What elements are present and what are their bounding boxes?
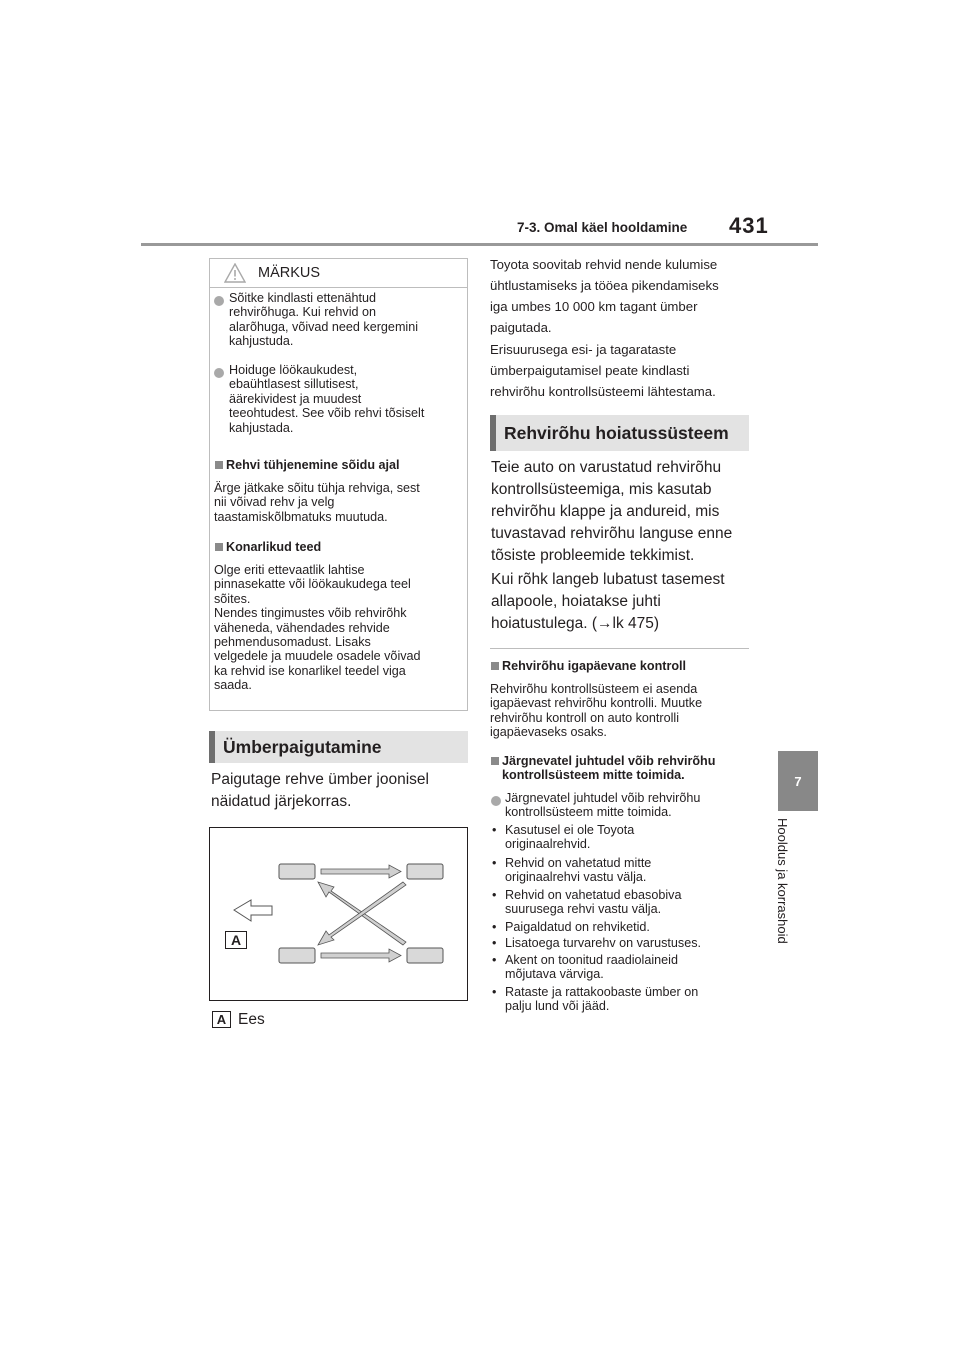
page-ref-arrow-icon: →	[597, 615, 613, 632]
condition-item-7: Rataste ja rattakoobaste ümber on palju lund või jääd.	[505, 985, 699, 1014]
subheading-daily-check: Rehvirõhu igapäevane kontroll	[502, 659, 687, 673]
tire-front-left	[279, 864, 315, 879]
list-item: •	[492, 823, 497, 837]
tire-rear-right	[407, 948, 443, 963]
section-title: 7-3. Omal käel hooldamine	[517, 220, 688, 235]
bullet-circle-icon	[214, 368, 224, 378]
flat-tire-text: Ärge jätkake sõitu tühja rehviga, sest nii võivad rehv ja velg taastamiskõlbmatuks muutuda.	[214, 481, 420, 524]
list-item: •	[492, 856, 497, 870]
caution-header	[209, 258, 468, 288]
list-item: •	[492, 888, 497, 902]
condition-item-2: Rehvid on vahetatud mitte originaalrehvi vastu välja.	[505, 856, 652, 885]
page-number: 431	[729, 213, 769, 238]
caution-bullet-1: Sõitke kindlasti ettenähtud rehvirõhuga. Kui rehvid on alarõhuga, võivad need kergemini kahjustuda.	[229, 291, 419, 349]
page-reference: lk 475)	[612, 615, 660, 632]
tpms-heading: Rehvirõhu hoiatussüsteem	[490, 415, 749, 451]
condition-item-4: Paigaldatud on rehviketid.	[505, 920, 650, 934]
warning-triangle-icon	[224, 263, 246, 283]
divider	[490, 648, 749, 649]
rotation-heading: Ümberpaigutamine	[209, 731, 468, 763]
subheading-flat-tire: Rehvi tühjenemine sõidu ajal	[226, 458, 400, 472]
conditions-intro: Järgnevatel juhtudel võib rehvirõhu kontrollsüsteem mitte toimida.	[505, 791, 701, 820]
tpms-warning-main: Kui rõhk langeb lubatust tasemest allapoole, hoiatakse juhti hoiatustulega. (	[491, 571, 725, 632]
legend-marker-a: A	[212, 1011, 231, 1028]
bullet-square-icon	[215, 461, 223, 469]
bullet-square-icon	[491, 757, 499, 765]
legend-text-front: Ees	[238, 1011, 265, 1028]
chapter-side-label-text: Hooldus ja korrashoid	[775, 818, 790, 944]
bullet-square-icon	[491, 662, 499, 670]
tpms-description: Teie auto on varustatud rehvirõhu kontrollsüsteemiga, mis kasutab rehvirõhu klappe ja andureid, mis tuvastavad rehvirõhu languse enne tõsiste probleemide tekkimist.	[491, 459, 733, 564]
bullet-square-icon	[215, 543, 223, 551]
list-item: •	[492, 936, 497, 950]
caution-title: MÄRKUS	[258, 265, 321, 281]
tpms-warning-text	[491, 569, 725, 635]
rotation-intro: Paigutage rehve ümber joonisel näidatud järjekorras.	[211, 771, 429, 810]
subheading-conditions: Järgnevatel juhtudel võib rehvirõhu kontrollsüsteem mitte toimida.	[502, 754, 716, 783]
caution-bullet-2: Hoiduge löökaukudest, ebaühtlasest sillutisest, äärekividest ja muudest teeohtudest. See võib rehvi tõsiselt kahjustada.	[229, 363, 425, 435]
rotation-recommendation: Toyota soovitab rehvid nende kulumise ühtlustamiseks ja tööea pikendamiseks iga umbes 10 000 km tagant ümber paigutada.	[490, 257, 719, 335]
rotation-reset-note: Erisuurusega esi- ja tagarataste ümberpaigutamisel peate kindlasti rehvirõhu kontrollsüsteemi lähtestama.	[490, 342, 716, 399]
list-item: •	[492, 985, 497, 999]
list-item: •	[492, 953, 497, 967]
condition-item-1: Kasutusel ei ole Toyota originaalrehvid.	[505, 823, 635, 852]
condition-item-6: Akent on toonitud raadiolaineid mõjutava värviga.	[505, 953, 678, 982]
chapter-side-label	[775, 818, 808, 1018]
condition-item-5: Lisatoega turvarehv on varustuses.	[505, 936, 702, 950]
list-item: •	[492, 920, 497, 934]
diagram-marker-a: A	[225, 931, 247, 949]
header-rule	[141, 243, 818, 246]
rotation-diagram	[209, 827, 468, 1001]
condition-item-3: Rehvid on vahetatud ebasobiva suurusega rehvi vastu välja.	[505, 888, 682, 917]
tire-rear-left	[279, 948, 315, 963]
bullet-circle-icon	[491, 796, 501, 806]
subheading-rough-roads: Konarlikud teed	[226, 540, 322, 554]
rough-roads-text: Olge eriti ettevaatlik lahtise pinnasekatte või löökaukudega teel sõites. Nendes tingimustes võib rehvirõhk väheneda, vähendades rehvide pehmendusomadust. Lisaks velgedele ja muudele osadele võivad ka rehvid ise konarlikel teedel viga saada.	[214, 563, 421, 693]
bullet-circle-icon	[214, 296, 224, 306]
tire-front-right	[407, 864, 443, 879]
daily-check-text: Rehvirõhu kontrollsüsteem ei asenda igapäevast rehvirõhu kontrolli. Muutke rehvirõhu kontroll on auto kontrolli igapäevaseks osaks.	[490, 682, 703, 740]
chapter-tab: 7	[778, 751, 818, 811]
